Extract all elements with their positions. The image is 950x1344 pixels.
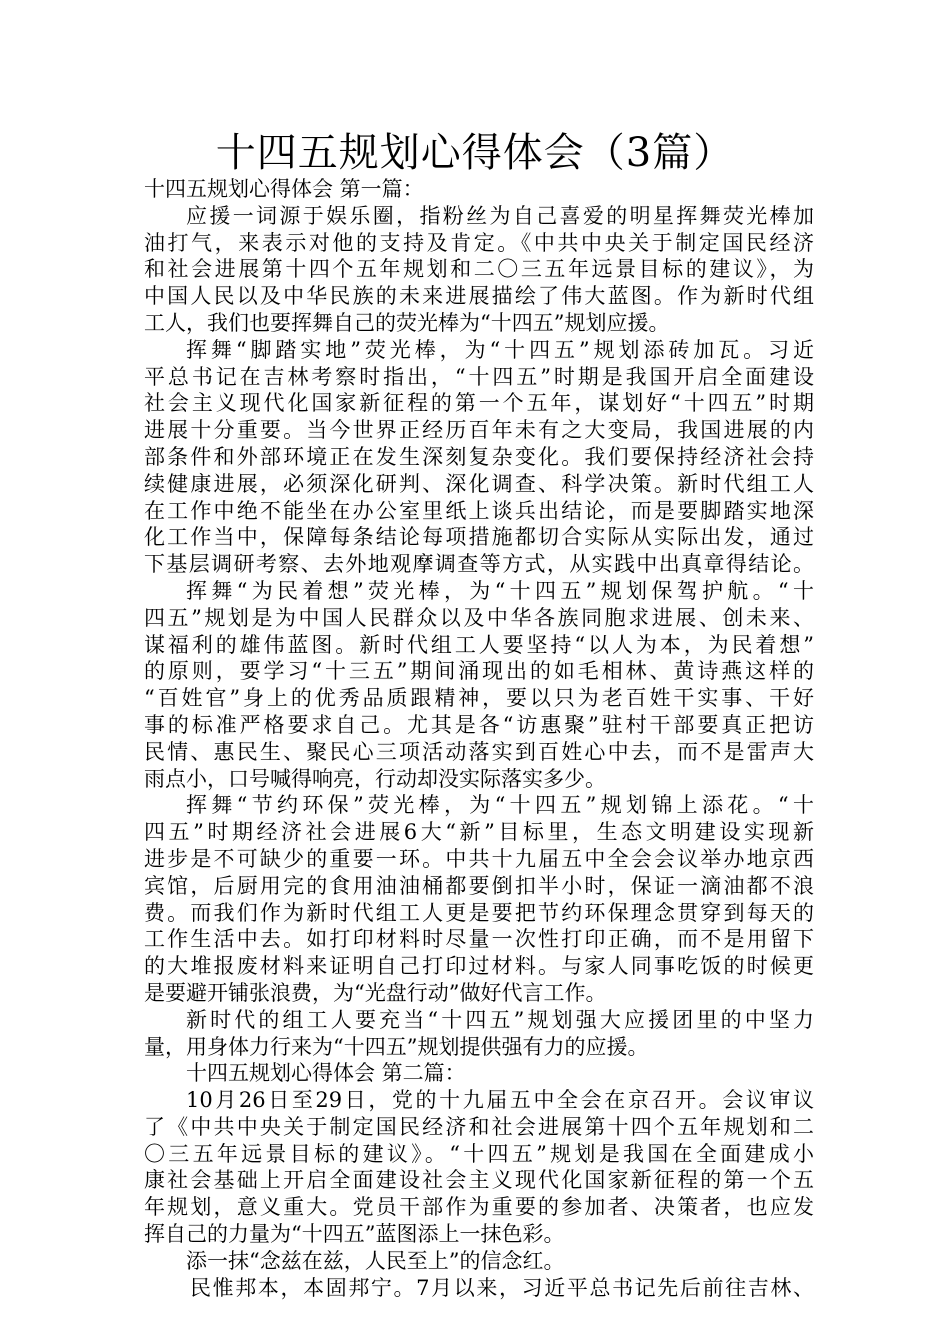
paragraph-line: 费。而我们作为新时代组工人更是要把节约环保理念贯穿到每天的 bbox=[144, 900, 814, 925]
paragraph-line: 四五”时期经济社会进展6大“新”目标里，生态文明建设实现新 bbox=[144, 820, 814, 845]
paragraph-line: 添一抹“念兹在兹，人民至上”的信念红。 bbox=[186, 1248, 565, 1273]
paragraph-line: 中国人民以及中华民族的未来进展描绘了伟大蓝图。作为新时代组 bbox=[144, 284, 814, 309]
paragraph-line: 社会主义现代化国家新征程的第一个五年，谋划好“十四五”时期 bbox=[144, 391, 814, 416]
paragraph-line: 下基层调研考察、去外地观摩调查等方式，从实践中出真章得结论。 bbox=[144, 552, 814, 577]
paragraph-line: 工作生活中去。如打印材料时尽量一次性打印正确，而不是用留下 bbox=[144, 927, 814, 952]
paragraph-line: 工人，我们也要挥舞自己的荧光棒为“十四五”规划应援。 bbox=[144, 310, 670, 335]
section-heading: 十四五规划心得体会 第一篇： bbox=[144, 177, 424, 201]
paragraph-line: 挥舞“节约环保”荧光棒，为“十四五”规划锦上添花。“十 bbox=[186, 793, 814, 818]
paragraph-line: 油打气，来表示对他的支持及肯定。《中共中央关于制定国民经济 bbox=[144, 230, 814, 255]
paragraph-line: 是要避开铺张浪费，为“光盘行动”做好代言工作。 bbox=[144, 980, 607, 1005]
document-title: 十四五规划心得体会（3篇） bbox=[215, 130, 735, 176]
paragraph-line: 挥舞“为民着想”荧光棒，为“十四五”规划保驾护航。“十 bbox=[186, 578, 814, 603]
document-body bbox=[144, 176, 814, 1301]
paragraph-line: 挥舞“脚踏实地”荧光棒，为“十四五”规划添砖加瓦。习近 bbox=[186, 337, 814, 362]
paragraph-line: 了《中共中央关于制定国民经济和社会进展第十四个五年规划和二 bbox=[144, 1114, 814, 1139]
paragraph-line: 四五”规划是为中国人民群众以及中华各族同胞求进展、创未来、 bbox=[144, 605, 814, 630]
paragraph-line: 年规划，意义重大。党员干部作为重要的参加者、决策者，也应发 bbox=[144, 1195, 814, 1220]
paragraph-line: 新时代的组工人要充当“十四五”规划强大应援团里的中坚力 bbox=[186, 1007, 814, 1032]
paragraph-line: 事的标准严格要求自己。尤其是各“访惠聚”驻村干部要真正把访 bbox=[144, 712, 814, 737]
paragraph-line: 和社会进展第十四个五年规划和二〇三五年远景目标的建议》，为 bbox=[144, 257, 814, 282]
paragraph-line: 在工作中绝不能坐在办公室里纸上谈兵出结论，而是要脚踏实地深 bbox=[144, 498, 814, 523]
paragraph-line: 进展十分重要。当今世界正经历百年未有之大变局，我国进展的内 bbox=[144, 418, 814, 443]
paragraph-line: 康社会基础上开启全面建设社会主义现代化国家新征程的第一个五 bbox=[144, 1168, 814, 1193]
paragraph-line: 民惟邦本，本固邦宁。7月以来，习近平总书记先后前往吉林、 bbox=[190, 1275, 814, 1300]
paragraph-line: 宾馆，后厨用完的食用油油桶都要倒扣半小时，保证一滴油都不浪 bbox=[144, 873, 814, 898]
paragraph-line: 进步是不可缺少的重要一环。中共十九届五中全会会议举办地京西 bbox=[144, 846, 814, 871]
paragraph-line: 量，用身体力行来为“十四五”规划提供强有力的应援。 bbox=[144, 1034, 649, 1059]
paragraph-line: 平总书记在吉林考察时指出，“十四五”时期是我国开启全面建设 bbox=[144, 364, 814, 389]
paragraph-line: 10月26日至29日，党的十九届五中全会在京召开。会议审议 bbox=[186, 1088, 814, 1113]
paragraph-line: 的大堆报废材料来证明自己打印过材料。与家人同事吃饭的时候更 bbox=[144, 954, 814, 979]
paragraph-line: 续健康进展，必须深化研判、深化调查、科学决策。新时代组工人 bbox=[144, 471, 814, 496]
paragraph-line: 挥自己的力量为“十四五”蓝图添上一抹色彩。 bbox=[144, 1222, 565, 1247]
paragraph-line: 〇三五年远景目标的建议》。“十四五”规划是我国在全面建成小 bbox=[144, 1141, 814, 1166]
paragraph-line: 化工作当中，保障每条结论每项措施都切合实际从实际出发，通过 bbox=[144, 525, 814, 550]
paragraph-line: 谋福利的雄伟蓝图。新时代组工人要坚持“以人为本，为民着想” bbox=[144, 632, 814, 657]
paragraph-line: 部条件和外部环境正在发生深刻复杂变化。我们要保持经济社会持 bbox=[144, 444, 814, 469]
section-heading: 十四五规划心得体会 第二篇： bbox=[186, 1061, 466, 1086]
paragraph-line: “百姓官”身上的优秀品质跟精神，要以只为老百姓干实事、干好 bbox=[144, 686, 814, 711]
paragraph-line: 民情、惠民生、聚民心三项活动落实到百姓心中去，而不是雷声大 bbox=[144, 739, 814, 764]
paragraph-line: 应援一词源于娱乐圈，指粉丝为自己喜爱的明星挥舞荧光棒加 bbox=[186, 203, 814, 228]
paragraph-line: 的原则，要学习“十三五”期间涌现出的如毛相林、黄诗燕这样的 bbox=[144, 659, 814, 684]
paragraph-line: 雨点小，口号喊得响亮，行动却没实际落实多少。 bbox=[144, 766, 606, 791]
